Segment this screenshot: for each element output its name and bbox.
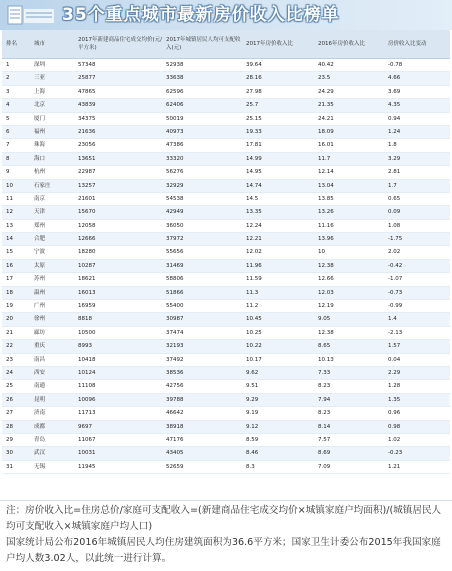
income-cell: 52938 bbox=[166, 62, 184, 68]
ratio-change-cell: 1.35 bbox=[388, 396, 401, 403]
ratio-2016-cell: 24.21 bbox=[318, 115, 334, 122]
ratio-2016-cell: 13.85 bbox=[318, 195, 334, 202]
ratio-change-cell: -2.13 bbox=[388, 329, 403, 336]
avg-price-cell: 13257 bbox=[78, 182, 96, 189]
ratio-change-cell: -0.73 bbox=[388, 289, 403, 296]
city-cell: 石家庄 bbox=[34, 182, 51, 189]
table-row bbox=[2, 380, 450, 393]
rank-cell: 5 bbox=[6, 115, 10, 122]
city-cell: 廊坊 bbox=[34, 329, 46, 336]
city-cell: 南通 bbox=[34, 383, 46, 390]
city-cell: 南昌 bbox=[34, 356, 46, 363]
ratio-2017-cell: 9.19 bbox=[246, 410, 259, 417]
avg-price-cell: 16959 bbox=[78, 303, 96, 310]
rank-cell: 10 bbox=[6, 182, 13, 189]
ratio-2016-cell: 10 bbox=[318, 249, 325, 256]
city-cell: 昆明 bbox=[34, 396, 46, 403]
ratio-2017-cell: 19.33 bbox=[246, 128, 262, 135]
ratio-change-cell: 1.7 bbox=[388, 182, 397, 189]
ratio-2016-cell: 8.65 bbox=[318, 343, 331, 350]
ratio-2017-cell: 12.02 bbox=[246, 249, 262, 256]
income-cell: 37492 bbox=[166, 356, 184, 363]
city-cell: 重庆 bbox=[34, 343, 46, 350]
ratio-change-cell: -0.78 bbox=[388, 62, 403, 68]
rank-cell: 21 bbox=[6, 329, 13, 336]
ratio-2017-cell: 11.59 bbox=[246, 276, 262, 283]
ratio-2017-cell: 10.17 bbox=[246, 356, 262, 363]
ratio-2016-cell: 12.66 bbox=[318, 276, 334, 283]
ratio-2017-cell: 28.16 bbox=[246, 75, 262, 82]
ratio-2016-cell: 12.03 bbox=[318, 289, 334, 296]
avg-price-cell: 9697 bbox=[78, 423, 92, 430]
ratio-change-cell: 4.66 bbox=[388, 75, 401, 82]
city-cell: 厦门 bbox=[34, 115, 46, 122]
ratio-change-cell: 1.08 bbox=[388, 222, 401, 229]
avg-price-cell: 10096 bbox=[78, 396, 96, 403]
city-cell: 深圳 bbox=[34, 62, 46, 68]
city-cell: 济南 bbox=[34, 410, 46, 417]
ratio-change-cell: 0.94 bbox=[388, 115, 401, 122]
income-cell: 51866 bbox=[166, 289, 184, 296]
rank-cell: 24 bbox=[6, 369, 13, 376]
table-row bbox=[2, 447, 450, 460]
ratio-2017-cell: 8.59 bbox=[246, 436, 259, 443]
city-cell: 无锡 bbox=[34, 463, 46, 470]
income-cell: 32193 bbox=[166, 343, 184, 350]
table-header bbox=[2, 30, 450, 59]
table-row bbox=[2, 407, 450, 420]
avg-price-cell: 21601 bbox=[78, 195, 96, 202]
ratio-2016-cell: 12.38 bbox=[318, 262, 334, 269]
avg-price-cell: 11067 bbox=[78, 436, 96, 443]
avg-price-cell: 10031 bbox=[78, 450, 96, 457]
income-cell: 42949 bbox=[166, 209, 184, 216]
rank-cell: 8 bbox=[6, 155, 10, 162]
avg-price-cell: 15670 bbox=[78, 209, 96, 216]
table-row bbox=[2, 354, 450, 367]
ratio-change-cell: -0.42 bbox=[388, 262, 403, 269]
ratio-2017-cell: 17.81 bbox=[246, 142, 262, 149]
ratio-2017-cell: 12.24 bbox=[246, 222, 262, 229]
ratio-change-cell: 0.65 bbox=[388, 195, 401, 202]
income-cell: 58806 bbox=[166, 276, 184, 283]
ratio-change-cell: 0.09 bbox=[388, 209, 401, 216]
income-cell: 43405 bbox=[166, 450, 184, 457]
ratio-change-cell: 3.69 bbox=[388, 88, 401, 95]
income-cell: 50019 bbox=[166, 115, 184, 122]
avg-price-cell: 10124 bbox=[78, 369, 96, 376]
income-cell: 52659 bbox=[166, 463, 184, 470]
income-cell: 38536 bbox=[166, 369, 184, 376]
ratio-2016-cell: 11.7 bbox=[318, 155, 331, 162]
rank-cell: 1 bbox=[6, 62, 10, 68]
table-row bbox=[2, 260, 450, 273]
table-row bbox=[2, 139, 450, 152]
rank-cell: 13 bbox=[6, 222, 13, 229]
ratio-change-cell: -0.99 bbox=[388, 303, 403, 310]
ratio-2017-cell: 14.95 bbox=[246, 169, 262, 176]
rank-cell: 3 bbox=[6, 88, 10, 95]
table-row bbox=[2, 313, 450, 326]
avg-price-cell: 16013 bbox=[78, 289, 96, 296]
page-title: 35个重点城市最新房价收入比榜单 bbox=[62, 5, 340, 25]
city-cell: 杭州 bbox=[34, 169, 46, 176]
ratio-2017-cell: 13.35 bbox=[246, 209, 262, 216]
avg-price-cell: 57348 bbox=[78, 62, 96, 68]
avg-price-cell: 10418 bbox=[78, 356, 96, 363]
rank-cell: 26 bbox=[6, 396, 13, 403]
income-cell: 47386 bbox=[166, 142, 184, 149]
table-row bbox=[2, 72, 450, 85]
rank-cell: 19 bbox=[6, 303, 13, 310]
income-cell: 36050 bbox=[166, 222, 184, 229]
footnote-formula: 注：房价收入比=住房总价/家庭可支配收入=(新建商品住宅成交均价×城镇家庭户均面积)/(城镇居民人均可支配收入×城镇家庭户均人口) bbox=[6, 505, 442, 532]
ratio-2017-cell: 8.3 bbox=[246, 463, 255, 470]
table-row bbox=[2, 126, 450, 139]
ratio-2016-cell: 9.05 bbox=[318, 316, 331, 323]
income-cell: 47176 bbox=[166, 436, 184, 443]
table-row bbox=[2, 180, 450, 193]
ratio-change-cell: 3.29 bbox=[388, 155, 401, 162]
rank-cell: 12 bbox=[6, 209, 13, 216]
ratio-2016-cell: 13.96 bbox=[318, 236, 334, 243]
ratio-2016-cell: 7.33 bbox=[318, 369, 331, 376]
ratio-change-cell: -1.07 bbox=[388, 276, 403, 283]
rank-cell: 4 bbox=[6, 102, 10, 109]
footnote-source: 国家统计局公布2016年城镇居民人均住房建筑面积为36.6平方米；国家卫生计委公布2015年我国家庭户均人数3.02人，以此统一进行计算。 bbox=[6, 537, 441, 564]
table-row bbox=[2, 233, 450, 246]
avg-price-cell: 21636 bbox=[78, 128, 96, 135]
rank-cell: 22 bbox=[6, 343, 13, 350]
avg-price-cell: 25877 bbox=[78, 75, 96, 82]
income-cell: 31469 bbox=[166, 262, 184, 269]
header-income: 2017年城镇居民人均可支配收入(元) bbox=[166, 37, 241, 51]
income-cell: 54538 bbox=[166, 195, 184, 202]
table-row bbox=[2, 220, 450, 233]
city-cell: 上海 bbox=[34, 88, 46, 95]
ratio-2017-cell: 11.3 bbox=[246, 289, 259, 296]
avg-price-cell: 22987 bbox=[78, 169, 96, 176]
header-ratio-2016: 2016年房价收入比 bbox=[318, 41, 365, 47]
ratio-change-cell: 2.02 bbox=[388, 249, 401, 256]
table-body bbox=[2, 59, 450, 474]
city-cell: 武汉 bbox=[34, 450, 46, 457]
city-cell: 海口 bbox=[34, 155, 46, 162]
rank-cell: 9 bbox=[6, 169, 10, 176]
divider bbox=[0, 500, 452, 501]
ratio-2017-cell: 25.15 bbox=[246, 115, 262, 122]
ratio-2016-cell: 10.13 bbox=[318, 356, 334, 363]
table-row bbox=[2, 166, 450, 179]
table-row bbox=[2, 287, 450, 300]
rank-cell: 25 bbox=[6, 383, 13, 390]
city-cell: 天津 bbox=[34, 209, 46, 216]
city-cell: 宁波 bbox=[34, 249, 46, 256]
city-cell: 苏州 bbox=[34, 276, 46, 283]
ratio-2016-cell: 8.23 bbox=[318, 410, 331, 417]
avg-price-cell: 8993 bbox=[78, 343, 92, 350]
income-cell: 33638 bbox=[166, 75, 184, 82]
table-row bbox=[2, 394, 450, 407]
avg-price-cell: 47865 bbox=[78, 88, 96, 95]
income-cell: 62406 bbox=[166, 102, 184, 109]
rank-cell: 15 bbox=[6, 249, 13, 256]
ratio-2017-cell: 10.25 bbox=[246, 329, 262, 336]
ratio-change-cell: 1.21 bbox=[388, 463, 401, 470]
city-cell: 福州 bbox=[34, 128, 46, 135]
rank-cell: 31 bbox=[6, 463, 13, 470]
ratio-2016-cell: 7.57 bbox=[318, 436, 331, 443]
income-cell: 37972 bbox=[166, 236, 184, 243]
income-cell: 55400 bbox=[166, 303, 184, 310]
rank-cell: 16 bbox=[6, 262, 13, 269]
ratio-2017-cell: 10.45 bbox=[246, 316, 262, 323]
income-cell: 38918 bbox=[166, 423, 184, 430]
city-cell: 珠海 bbox=[34, 142, 46, 149]
ratio-2016-cell: 8.14 bbox=[318, 423, 331, 430]
avg-price-cell: 13651 bbox=[78, 155, 96, 162]
ratio-change-cell: 1.4 bbox=[388, 316, 397, 323]
rank-cell: 28 bbox=[6, 423, 13, 430]
ratio-change-cell: 0.96 bbox=[388, 410, 401, 417]
ratio-2016-cell: 12.14 bbox=[318, 169, 334, 176]
ratio-2016-cell: 13.26 bbox=[318, 209, 334, 216]
ratio-2017-cell: 8.46 bbox=[246, 450, 259, 457]
rank-cell: 29 bbox=[6, 436, 13, 443]
ratio-2017-cell: 10.22 bbox=[246, 343, 262, 350]
ratio-change-cell: -1.75 bbox=[388, 236, 403, 243]
city-cell: 太原 bbox=[34, 262, 46, 269]
table-row bbox=[2, 113, 450, 126]
ratio-2016-cell: 16.01 bbox=[318, 142, 334, 149]
avg-price-cell: 12058 bbox=[78, 222, 96, 229]
ratio-2017-cell: 14.74 bbox=[246, 182, 262, 189]
table-row bbox=[2, 206, 450, 219]
city-cell: 青岛 bbox=[34, 436, 46, 443]
ratio-2016-cell: 8.23 bbox=[318, 383, 331, 390]
rank-cell: 11 bbox=[6, 195, 13, 202]
header-avg-price: 2017年新建商品住宅成交均价(元/平方米) bbox=[78, 37, 162, 51]
city-cell: 北京 bbox=[34, 102, 46, 109]
ratio-2016-cell: 7.09 bbox=[318, 463, 331, 470]
ratio-2017-cell: 25.7 bbox=[246, 102, 259, 109]
table-row bbox=[2, 367, 450, 380]
income-cell: 56276 bbox=[166, 169, 184, 176]
rank-cell: 14 bbox=[6, 236, 13, 243]
income-cell: 39788 bbox=[166, 396, 184, 403]
ratio-2016-cell: 13.04 bbox=[318, 182, 334, 189]
ratio-change-cell: 4.35 bbox=[388, 102, 401, 109]
ratio-change-cell: 1.28 bbox=[388, 383, 401, 390]
avg-price-cell: 10500 bbox=[78, 329, 96, 336]
ratio-2017-cell: 11.96 bbox=[246, 262, 262, 269]
avg-price-cell: 11713 bbox=[78, 410, 96, 417]
title-banner bbox=[0, 0, 452, 30]
ratio-2016-cell: 23.5 bbox=[318, 75, 331, 82]
table-row bbox=[2, 434, 450, 447]
ratio-2016-cell: 12.38 bbox=[318, 329, 334, 336]
ratio-2017-cell: 9.62 bbox=[246, 369, 259, 376]
ratio-2016-cell: 8.69 bbox=[318, 450, 331, 457]
city-cell: 成都 bbox=[34, 423, 46, 430]
rank-cell: 18 bbox=[6, 289, 13, 296]
table-row bbox=[2, 327, 450, 340]
city-cell: 广州 bbox=[34, 303, 46, 310]
avg-price-cell: 43839 bbox=[78, 102, 96, 109]
rank-cell: 23 bbox=[6, 356, 13, 363]
table-row bbox=[2, 246, 450, 259]
city-cell: 西安 bbox=[34, 369, 46, 376]
ratio-2017-cell: 9.29 bbox=[246, 396, 259, 403]
income-cell: 30987 bbox=[166, 316, 184, 323]
table-row bbox=[2, 59, 450, 72]
table-row bbox=[2, 421, 450, 434]
ratio-2017-cell: 39.64 bbox=[246, 62, 262, 68]
table-row bbox=[2, 153, 450, 166]
income-cell: 32929 bbox=[166, 182, 184, 189]
ratio-2017-cell: 9.51 bbox=[246, 383, 259, 390]
ratio-2016-cell: 24.29 bbox=[318, 88, 334, 95]
ratio-change-cell: 0.98 bbox=[388, 423, 401, 430]
rank-cell: 20 bbox=[6, 316, 13, 323]
income-cell: 33320 bbox=[166, 155, 184, 162]
table-row bbox=[2, 300, 450, 313]
city-cell: 南京 bbox=[34, 195, 46, 202]
income-cell: 55656 bbox=[166, 249, 184, 256]
city-cell: 徐州 bbox=[34, 316, 46, 323]
table-row bbox=[2, 461, 450, 474]
income-cell: 62596 bbox=[166, 88, 184, 95]
city-cell: 合肥 bbox=[34, 236, 46, 243]
table-row bbox=[2, 193, 450, 206]
footnote bbox=[6, 503, 450, 567]
avg-price-cell: 11945 bbox=[78, 463, 96, 470]
income-cell: 37474 bbox=[166, 329, 184, 336]
avg-price-cell: 34375 bbox=[78, 115, 96, 122]
header-city: 城市 bbox=[34, 41, 46, 47]
header-ratio-change: 房价收入比变动 bbox=[388, 41, 427, 47]
ratio-change-cell: 1.24 bbox=[388, 128, 401, 135]
ratio-change-cell: 1.8 bbox=[388, 142, 397, 149]
ratio-2016-cell: 12.19 bbox=[318, 303, 334, 310]
ratio-2016-cell: 7.94 bbox=[318, 396, 331, 403]
ratio-2016-cell: 21.35 bbox=[318, 102, 334, 109]
city-cell: 温州 bbox=[34, 289, 46, 296]
header-ratio-2017: 2017年房价收入比 bbox=[246, 41, 293, 47]
ratio-2017-cell: 9.12 bbox=[246, 423, 259, 430]
city-cell: 郑州 bbox=[34, 222, 46, 229]
ratio-2017-cell: 11.2 bbox=[246, 303, 259, 310]
table-row bbox=[2, 273, 450, 286]
rank-cell: 2 bbox=[6, 75, 10, 82]
ratio-2016-cell: 40.42 bbox=[318, 62, 334, 68]
avg-price-cell: 23056 bbox=[78, 142, 96, 149]
rank-cell: 30 bbox=[6, 450, 13, 457]
ratio-change-cell: 0.04 bbox=[388, 356, 401, 363]
rank-cell: 27 bbox=[6, 410, 13, 417]
table-row bbox=[2, 86, 450, 99]
rank-cell: 6 bbox=[6, 128, 10, 135]
ratio-2017-cell: 14.99 bbox=[246, 155, 262, 162]
header-rank: 排名 bbox=[6, 41, 18, 47]
document-icon bbox=[6, 3, 56, 27]
table-row bbox=[2, 340, 450, 353]
rank-cell: 7 bbox=[6, 142, 10, 149]
income-cell: 40973 bbox=[166, 128, 184, 135]
avg-price-cell: 12666 bbox=[78, 236, 96, 243]
rank-cell: 17 bbox=[6, 276, 13, 283]
ratio-change-cell: 2.81 bbox=[388, 169, 401, 176]
avg-price-cell: 11108 bbox=[78, 383, 96, 390]
avg-price-cell: 8818 bbox=[78, 316, 92, 323]
table-row bbox=[2, 99, 450, 112]
ranking-table bbox=[2, 30, 450, 474]
ratio-change-cell: 1.02 bbox=[388, 436, 401, 443]
ratio-change-cell: -0.23 bbox=[388, 450, 403, 457]
ratio-2016-cell: 11.16 bbox=[318, 222, 334, 229]
ratio-2017-cell: 27.98 bbox=[246, 88, 262, 95]
income-cell: 46642 bbox=[166, 410, 184, 417]
avg-price-cell: 10287 bbox=[78, 262, 96, 269]
avg-price-cell: 18621 bbox=[78, 276, 96, 283]
ratio-2017-cell: 12.21 bbox=[246, 236, 262, 243]
city-cell: 三亚 bbox=[34, 75, 46, 82]
ratio-change-cell: 2.29 bbox=[388, 369, 401, 376]
ratio-change-cell: 1.57 bbox=[388, 343, 401, 350]
ratio-2017-cell: 14.5 bbox=[246, 195, 259, 202]
avg-price-cell: 18280 bbox=[78, 249, 96, 256]
ratio-2016-cell: 18.09 bbox=[318, 128, 334, 135]
income-cell: 42756 bbox=[166, 383, 184, 390]
